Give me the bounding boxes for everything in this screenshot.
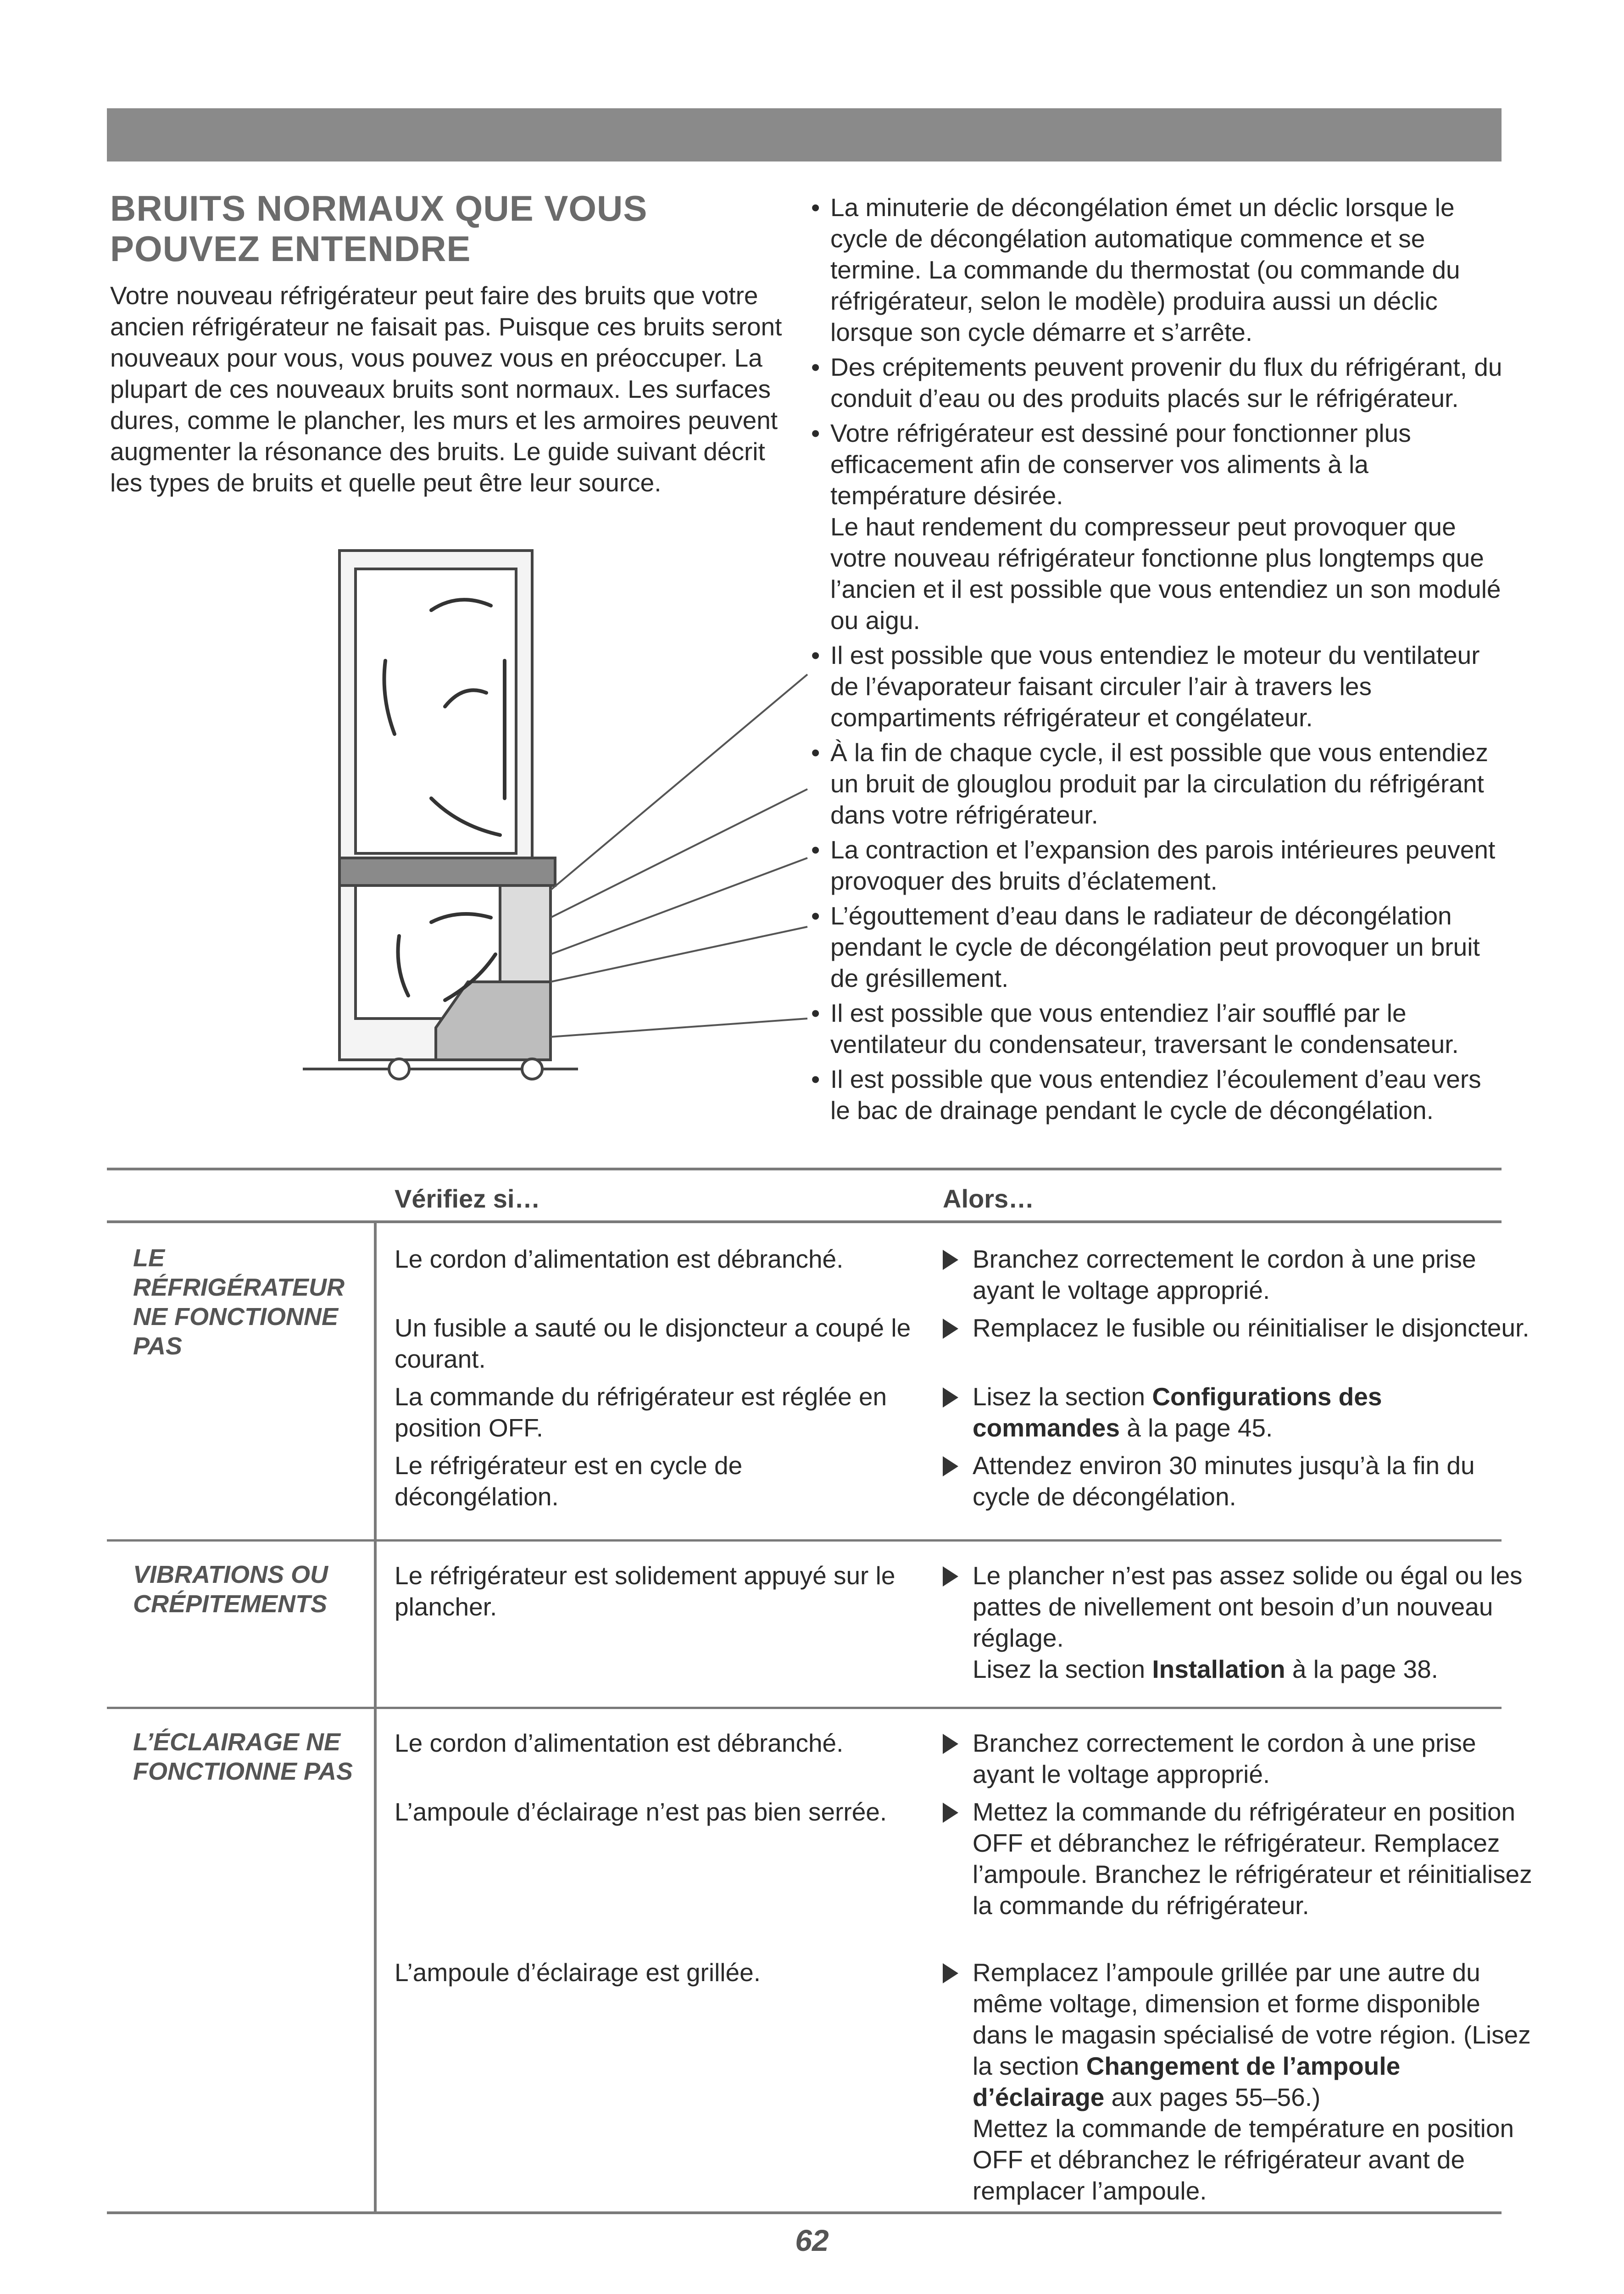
table-bottom-rule — [107, 2211, 1502, 2214]
intro-paragraph: Votre nouveau réfrigérateur peut faire des bruits que votre ancien réfrigérateur ne faisait pas. Puisque ces bruits seront nouveaux pour vous, vous pouvez vous en préoccuper. La plupart de ces nouveaux bruits sont normaux. Les surfaces dures, comme le plancher, les murs et les armoires peuvent augmenter la résonance des bruits. Le guide suivant décrit les types de bruits et quelle peut être leur source. — [110, 281, 782, 497]
list-item-extra: Le haut rendement du compresseur peut provoquer que votre nouveau réfrigérateur fonctionne plus longtemps que l’ancien et il est possible que vous entendiez un son modulé ou aigu. — [830, 512, 1501, 635]
check-cell: L’ampoule d’éclairage n’est pas bien serrée. — [395, 1798, 887, 1826]
group-rule — [107, 1539, 1502, 1542]
check-cell: Le cordon d’alimentation est débranché. — [395, 1245, 844, 1273]
check-cell: L’ampoule d’éclairage est grillée. — [395, 1958, 761, 1987]
refrigerator-diagram — [294, 541, 830, 1119]
check-cell: Le réfrigérateur est en cycle de décongélation. — [395, 1451, 743, 1511]
section-heading — [110, 188, 798, 269]
list-item: • Des crépitements peuvent provenir du flux du réfrigérant, du conduit d’eau ou des produits placés sur le réfrigérateur. — [811, 353, 1502, 412]
page-number: 62 — [795, 2223, 829, 2257]
column-header-then: Alors… — [943, 1184, 1034, 1213]
solution-cell: Mettez la commande du réfrigérateur en position OFF et débranchez le réfrigérateur. Remplacez l’ampoule. Branchez le réfrigérateur et réinitialisez la commande du réfrigérateur. — [943, 1796, 1532, 1921]
list-item: • La contraction et l’expansion des parois intérieures peuvent provoquer des bruits d’éclatement. — [811, 835, 1496, 895]
solution-cell: Branchez correctement le cordon à une prise ayant le voltage approprié. — [943, 1243, 1532, 1306]
check-cell: Le réfrigérateur est solidement appuyé sur le plancher. — [395, 1561, 895, 1621]
solution-cell: Attendez environ 30 minutes jusqu’à la fin du cycle de décongélation. — [943, 1450, 1532, 1512]
column-header-check: Vérifiez si… — [395, 1184, 540, 1213]
group-rule — [107, 1707, 1502, 1709]
solution-cell: Lisez la section Configurations des commandes à la page 45. — [943, 1381, 1532, 1443]
list-item: • Il est possible que vous entendiez le moteur du ventilateur de l’évaporateur faisant circuler l’air à travers les compartiments réfrigérateur et congélateur. — [811, 641, 1480, 732]
solution-cell: Remplacez le fusible ou réinitialiser le disjoncteur. — [943, 1312, 1532, 1343]
solution-cell: Branchez correctement le cordon à une prise ayant le voltage approprié. — [943, 1727, 1532, 1790]
heading-line-2: POUVEZ ENTENDRE — [110, 228, 471, 269]
check-cell: Le cordon d’alimentation est débranché. — [395, 1729, 844, 1757]
list-item: • Votre réfrigérateur est dessiné pour fonctionner plus efficacement afin de conserver vos aliments à la température désirée. Le haut rendement du compresseur peut provoquer que votre nouveau réfrigérateur fonctionne plus longtemps que l’ancien et il est possible que vous entendiez un son modulé ou aigu. — [807, 418, 1505, 636]
header-bar — [107, 108, 1502, 161]
heading-line-1: BRUITS NORMAUX QUE VOUS — [110, 188, 648, 228]
list-item: • L’égouttement d’eau dans le radiateur de décongélation pendant le cycle de décongélation peut provoquer un bruit de grésillement. — [811, 902, 1480, 992]
check-cell: La commande du réfrigérateur est réglée en position OFF. — [395, 1382, 887, 1442]
solution-cell: Le plancher n’est pas assez solide ou égal ou les pattes de nivellement ont besoin d’un nouveau réglage. Lisez la section Installation à la page 38. — [943, 1560, 1532, 1685]
table-top-rule — [107, 1168, 1502, 1170]
header-rule — [107, 1220, 1502, 1223]
noise-list — [807, 192, 1505, 1130]
category-vibrations: VIBRATIONS OU CRÉPITEMENTS — [133, 1561, 328, 1618]
list-item: • Il est possible que vous entendiez l’écoulement d’eau vers le bac de drainage pendant le cycle de décongélation. — [811, 1065, 1481, 1125]
list-item: • À la fin de chaque cycle, il est possible que vous entendiez un bruit de glouglou produit par la circulation du réfrigérant dans votre réfrigérateur. — [811, 738, 1488, 829]
column-divider — [374, 1220, 377, 2214]
solution-cell: Remplacez l’ampoule grillée par une autre du même voltage, dimension et forme disponible dans le magasin spécialisé de votre région. (Lisez la section Changement de l’ampoule d’éclairage aux pages 55–56.) Mettez la commande de température en position OFF et débranchez le réfrigérateur avant de remplacer l’ampoule. — [943, 1957, 1532, 2206]
list-item: • Il est possible que vous entendiez l’air soufflé par le ventilateur du condensateur, traversant le condensateur. — [811, 999, 1459, 1058]
category-light-not-working: L’ÉCLAIRAGE NE FONCTIONNE PAS — [133, 1728, 353, 1785]
check-cell: Un fusible a sauté ou le disjoncteur a coupé le courant. — [395, 1314, 911, 1373]
list-item: • La minuterie de décongélation émet un déclic lorsque le cycle de décongélation automatique commence et se termine. La commande du thermostat (ou commande du réfrigérateur, selon le modèle) produira aussi un déclic lorsque son cycle démarre et s’arrête. — [811, 193, 1460, 346]
category-fridge-not-working: LE RÉFRIGÉRATEUR NE FONCTIONNE PAS — [133, 1244, 345, 1360]
